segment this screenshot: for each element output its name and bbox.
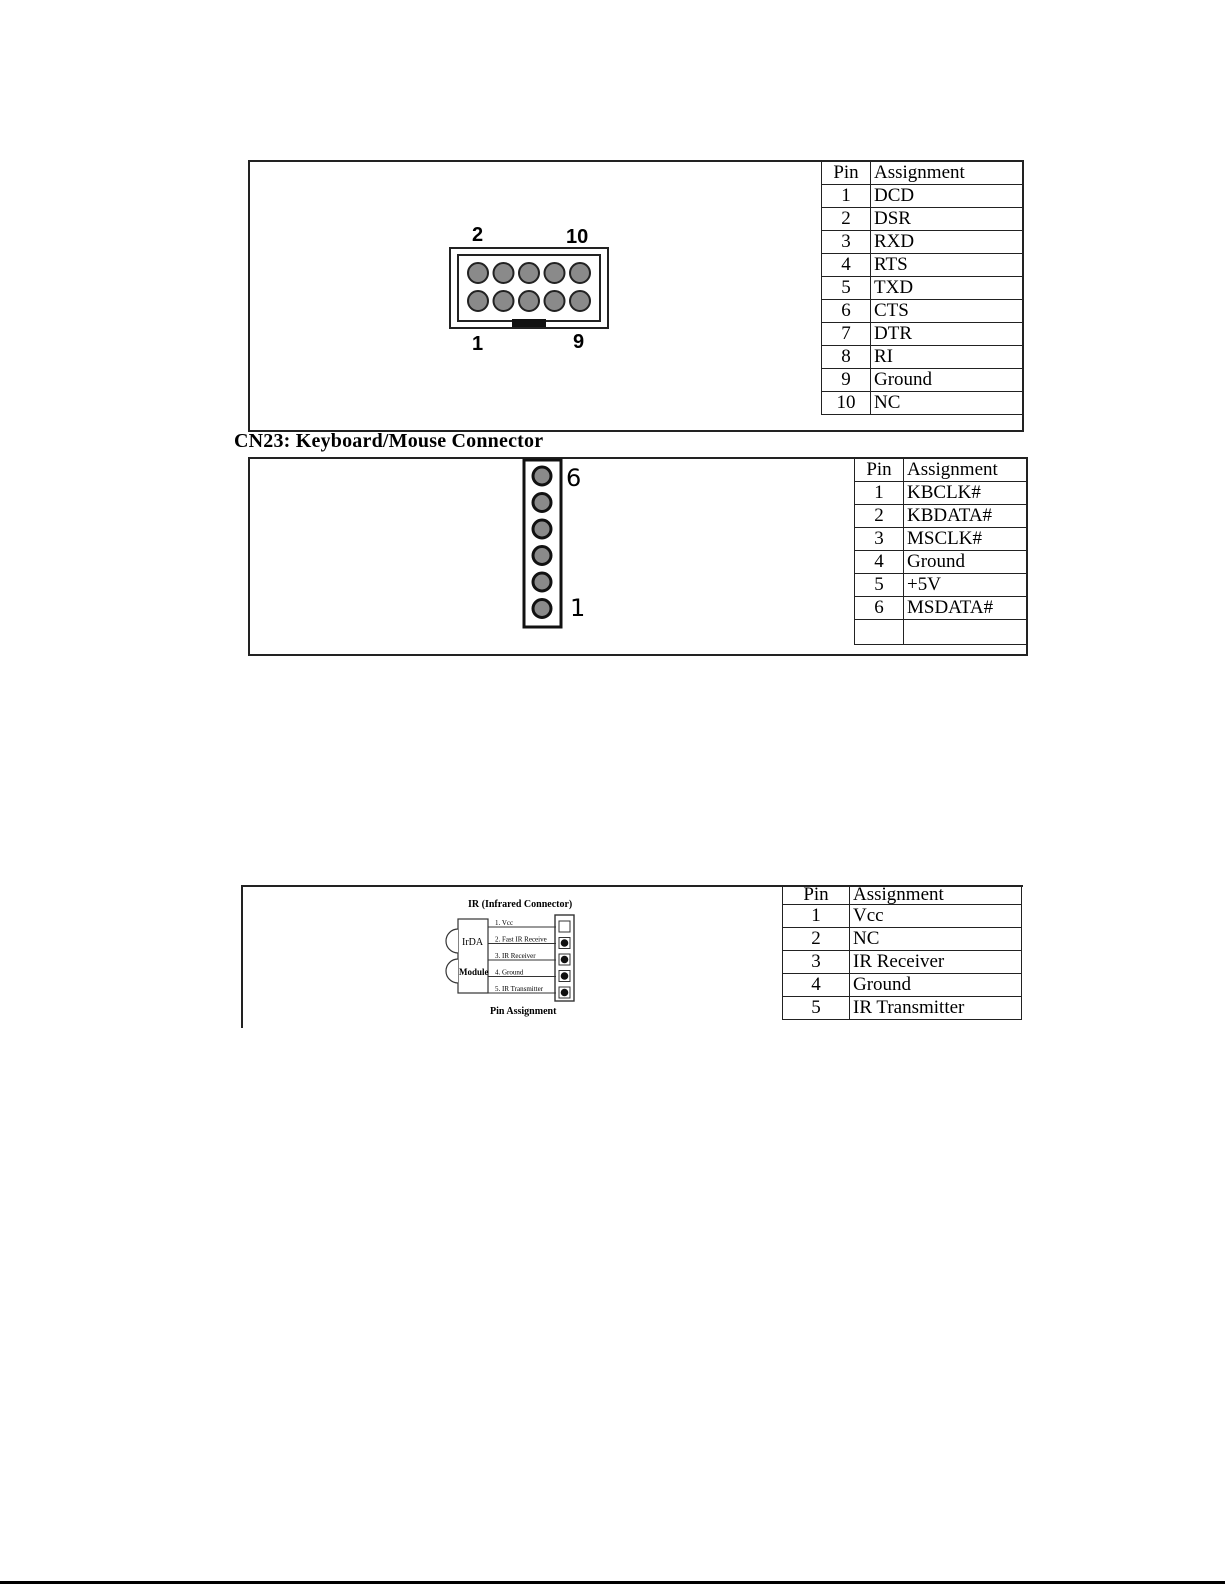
irda-lens-bottom [446, 959, 458, 983]
ir-pin-dot [561, 989, 569, 997]
pin-assignment: Ground [904, 551, 1028, 574]
table-header-row [855, 459, 1028, 482]
pin-assignment: MSDATA# [904, 597, 1028, 620]
table-row [822, 300, 1023, 323]
assignment-column-header: Assignment [904, 459, 1028, 482]
table-row [822, 277, 1023, 300]
kbms-label-1: 1 [570, 594, 586, 622]
ir-pin-dot [561, 972, 569, 980]
pin-number: 2 [783, 928, 850, 951]
pin-number: 7 [822, 323, 871, 346]
pin-assignment: IR Transmitter [850, 997, 1022, 1020]
connector-pin [570, 263, 590, 283]
pin-assignment: IR Receiver [850, 951, 1022, 974]
table-row [855, 505, 1028, 528]
connector-pin [545, 291, 565, 311]
table-row [783, 997, 1022, 1020]
pin-number: 5 [783, 997, 850, 1020]
pin-assignment: RI [871, 346, 1023, 369]
connector-pin [468, 263, 488, 283]
table-row [822, 346, 1023, 369]
ir-diagram-caption: Pin Assignment [490, 1006, 557, 1017]
table-header-row [822, 162, 1023, 185]
table-row [855, 597, 1028, 620]
pin-assignment: +5V [904, 574, 1028, 597]
table-row [783, 905, 1022, 928]
pin-number: 4 [822, 254, 871, 277]
kbms-pin-table [854, 458, 1028, 645]
ir-pin-line-label: 4. Ground [495, 968, 524, 977]
pin-number: 2 [822, 208, 871, 231]
pin-number: 8 [822, 346, 871, 369]
table-row [822, 392, 1023, 415]
kbms-label-6: 6 [566, 464, 582, 492]
com-label-10: 10 [566, 226, 589, 248]
pin-assignment: TXD [871, 277, 1023, 300]
table-row [822, 231, 1023, 254]
kbms-section-title: CN23: Keyboard/Mouse Connector [234, 430, 544, 452]
connector-pin [533, 494, 551, 512]
irda-lens-top [446, 929, 458, 953]
pin-number: 2 [855, 505, 904, 528]
connector-pin [533, 547, 551, 565]
table-row [822, 254, 1023, 277]
com-label-9: 9 [573, 331, 585, 353]
pin-assignment: Ground [850, 974, 1022, 997]
pin-number: 1 [783, 905, 850, 928]
empty-row [855, 620, 1028, 645]
pin-column-header: Pin [783, 886, 850, 905]
pin-number: 5 [822, 277, 871, 300]
connector-pin [570, 291, 590, 311]
pin-number: 4 [855, 551, 904, 574]
pin-number: 3 [855, 528, 904, 551]
pin-assignment: MSCLK# [904, 528, 1028, 551]
module-label: Module [459, 967, 489, 977]
connector-pin [494, 291, 514, 311]
assignment-column-header: Assignment [871, 162, 1023, 185]
assignment-column-header: Assignment [850, 886, 1022, 905]
pin-number: 9 [822, 369, 871, 392]
pin-assignment: Vcc [850, 905, 1022, 928]
ir-pin-line-label: 2. Fast IR Receive [495, 935, 547, 944]
pin-number: 1 [822, 185, 871, 208]
pin-number: 10 [822, 392, 871, 415]
ir-pin-dot [561, 956, 569, 964]
pin-assignment: NC [871, 392, 1023, 415]
pin-assignment: Ground [871, 369, 1023, 392]
table-row [822, 323, 1023, 346]
page-bottom-rule [0, 1581, 1225, 1584]
com-label-2: 2 [472, 224, 484, 246]
table-row [855, 551, 1028, 574]
pin-assignment: RXD [871, 231, 1023, 254]
pin-assignment: CTS [871, 300, 1023, 323]
ir-pin-dot [561, 939, 569, 947]
kbms-header-diagram [518, 458, 598, 630]
irda-label: IrDA [462, 937, 484, 948]
ir-pin-line-label: 5. IR Transmitter [495, 985, 544, 993]
pin-assignment: NC [850, 928, 1022, 951]
pin-assignment: RTS [871, 254, 1023, 277]
pin-assignment: DCD [871, 185, 1023, 208]
pin-assignment: DTR [871, 323, 1023, 346]
connector-pin [533, 573, 551, 591]
pin-number: 6 [855, 597, 904, 620]
ir-diagram-title: IR (Infrared Connector) [468, 899, 573, 910]
table-header-row [783, 886, 1022, 905]
com-pin-table [821, 161, 1023, 415]
table-row [855, 574, 1028, 597]
connector-pin [494, 263, 514, 283]
pin-column-header: Pin [855, 459, 904, 482]
pin-number: 1 [855, 482, 904, 505]
ir-pin-diagram [440, 893, 590, 1021]
table-row [855, 528, 1028, 551]
pin-assignment: KBCLK# [904, 482, 1028, 505]
table-row [783, 928, 1022, 951]
connector-pin [519, 263, 539, 283]
connector-pin [468, 291, 488, 311]
ir-pin-line-label: 1. Vcc [495, 919, 514, 927]
com-label-1: 1 [472, 333, 484, 355]
table-row [783, 974, 1022, 997]
pin-number: 4 [783, 974, 850, 997]
irda-module-body [458, 919, 488, 993]
connector-pin [545, 263, 565, 283]
pin-number: 6 [822, 300, 871, 323]
connector-pin [533, 467, 551, 485]
pin-number: 5 [855, 574, 904, 597]
pin-number: 3 [822, 231, 871, 254]
table-row [822, 185, 1023, 208]
table-row [822, 369, 1023, 392]
table-row [783, 951, 1022, 974]
com-header-diagram [440, 215, 640, 360]
ir-pin-socket [559, 921, 570, 932]
ir-pin-table [782, 885, 1022, 1020]
pin-assignment: KBDATA# [904, 505, 1028, 528]
connector-pin [533, 520, 551, 538]
ir-pin-line-label: 3. IR Receiver [495, 952, 536, 960]
pin-assignment: DSR [871, 208, 1023, 231]
connector-pin [519, 291, 539, 311]
table-row [822, 208, 1023, 231]
table-row [855, 482, 1028, 505]
pin-column-header: Pin [822, 162, 871, 185]
pin-number: 3 [783, 951, 850, 974]
connector-pin [533, 600, 551, 618]
